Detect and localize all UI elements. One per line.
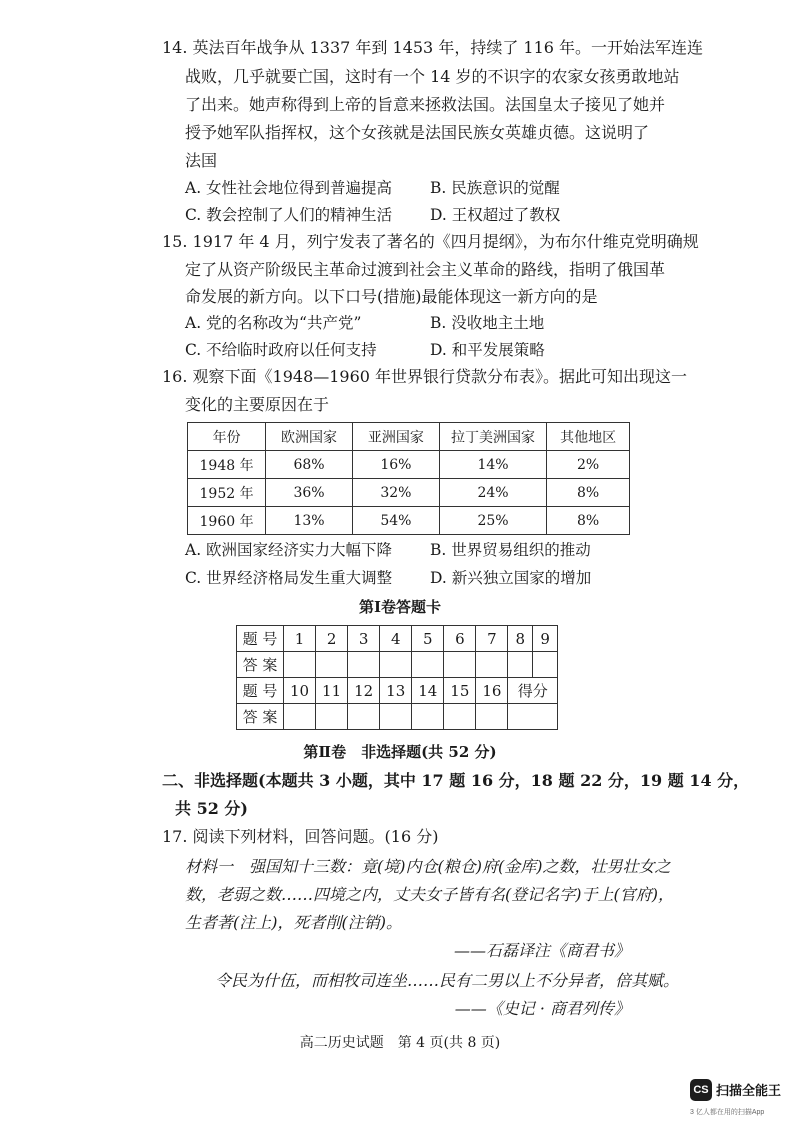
question-number: 2 — [316, 626, 348, 652]
question-number: 1 — [284, 626, 316, 652]
question-number: 6 — [444, 626, 476, 652]
answer-cell[interactable] — [380, 652, 412, 678]
table-cell: 1960 年 — [188, 507, 266, 535]
table-header-cell: 其他地区 — [547, 423, 630, 451]
q17-quote-2: 令民为什伍，而相牧司连坐……民有二男以上不分异者，倍其赋。 — [215, 971, 680, 990]
answer-cell[interactable] — [316, 704, 348, 730]
answer-cell[interactable] — [348, 704, 380, 730]
score-cell[interactable] — [508, 704, 558, 730]
q14-line-4: 授予她军队指挥权，这个女孩就是法国民族女英雄贞德。这说明了 — [185, 123, 650, 142]
q15-option-c: C. 不给临时政府以任何支持 — [185, 341, 377, 359]
answer-cell[interactable] — [444, 652, 476, 678]
q15-option-d: D. 和平发展策略 — [430, 341, 545, 359]
question-number: 4 — [380, 626, 412, 652]
table-cell: 2% — [547, 451, 630, 479]
answer-cell[interactable] — [508, 652, 533, 678]
q17-heading: 17. 阅读下列材料，回答问题。(16 分) — [162, 827, 439, 846]
table-cell: 36% — [266, 479, 353, 507]
q14-option-a: A. 女性社会地位得到普遍提高 — [185, 179, 393, 197]
answer-card-table — [236, 625, 558, 730]
table-header-cell: 拉丁美洲国家 — [439, 423, 546, 451]
section2-line-1: 二、非选择题(本题共 3 小题，其中 17 题 16 分，18 题 22 分，19 题 14 分， — [162, 771, 750, 790]
camscanner-logo-icon: CS — [690, 1079, 712, 1101]
table-cell: 25% — [439, 507, 546, 535]
answer-cell[interactable] — [284, 704, 316, 730]
table-cell: 1948 年 — [188, 451, 266, 479]
answer-cell[interactable] — [476, 652, 508, 678]
q16-line-2: 变化的主要原因在于 — [185, 395, 330, 414]
table-cell: 1952 年 — [188, 479, 266, 507]
scanner-watermark — [690, 1079, 800, 1129]
q14-option-b: B. 民族意识的觉醒 — [430, 179, 560, 197]
q14-line-3: 了出来。她声称得到上帝的旨意来拯救法国。法国皇太子接见了她并 — [185, 95, 666, 114]
question-number: 5 — [412, 626, 444, 652]
q17-material-line-3: 生者著(注上)，死者削(注销)。 — [185, 913, 402, 932]
table-cell: 54% — [352, 507, 439, 535]
answer-card-answer-row-2 — [237, 704, 558, 730]
table-cell: 16% — [352, 451, 439, 479]
table-cell: 8% — [547, 507, 630, 535]
answer-label: 答 案 — [237, 652, 284, 678]
table-cell: 68% — [266, 451, 353, 479]
table-row — [188, 507, 630, 535]
q14-option-d: D. 王权超过了教权 — [430, 206, 561, 224]
q14-option-c: C. 教会控制了人们的精神生活 — [185, 206, 393, 224]
q16-option-a: A. 欧洲国家经济实力大幅下降 — [185, 541, 393, 559]
q14-line-5: 法国 — [185, 151, 218, 170]
question-number: 12 — [348, 678, 380, 704]
table-cell: 32% — [352, 479, 439, 507]
q17-material-line-2: 数，老弱之数……四境之内，丈夫女子皆有名(登记名字)于上(官府)， — [185, 885, 674, 904]
answer-cell[interactable] — [444, 704, 476, 730]
answer-cell[interactable] — [412, 652, 444, 678]
question-number: 15 — [444, 678, 476, 704]
answer-card-number-row-2 — [237, 678, 558, 704]
q14-line-2: 战败，几乎就要亡国，这时有一个 14 岁的不识字的农家女孩勇敢地站 — [185, 67, 680, 86]
q14-line-1: 14. 英法百年战争从 1337 年到 1453 年，持续了 116 年。一开始法军连连 — [162, 38, 704, 57]
watermark-tagline: 3 亿人都在用的扫描App — [690, 1109, 765, 1116]
table-header-cell: 欧洲国家 — [266, 423, 353, 451]
question-number: 10 — [284, 678, 316, 704]
number-label: 题 号 — [237, 678, 284, 704]
question-number: 9 — [533, 626, 558, 652]
q15-line-2: 定了从资产阶级民主革命过渡到社会主义革命的路线，指明了俄国革 — [185, 260, 666, 279]
table-cell: 14% — [439, 451, 546, 479]
table-header-cell: 年份 — [188, 423, 266, 451]
answer-card-number-row-1 — [237, 626, 558, 652]
answer-cell[interactable] — [316, 652, 348, 678]
q16-option-b: B. 世界贸易组织的推动 — [430, 541, 591, 559]
loan-distribution-table — [187, 422, 630, 535]
answer-cell[interactable] — [284, 652, 316, 678]
q15-option-a: A. 党的名称改为“共产党” — [185, 314, 362, 332]
answer-cell[interactable] — [533, 652, 558, 678]
table-cell: 8% — [547, 479, 630, 507]
q15-line-1: 15. 1917 年 4 月，列宁发表了著名的《四月提纲》，为布尔什维克党明确规 — [162, 232, 699, 251]
q17-source-2: ——《史记 · 商君列传》 — [454, 999, 630, 1018]
q16-option-c: C. 世界经济格局发生重大调整 — [185, 569, 393, 587]
answer-cell[interactable] — [380, 704, 412, 730]
answer-cell[interactable] — [476, 704, 508, 730]
answer-card-answer-row-1 — [237, 652, 558, 678]
q17-source-1: ——石磊译注《商君书》 — [453, 941, 630, 960]
q15-line-3: 命发展的新方向。以下口号(措施)最能体现这一新方向的是 — [185, 287, 598, 306]
q16-option-d: D. 新兴独立国家的增加 — [430, 569, 592, 587]
page-footer: 高二历史试题 第 4 页(共 8 页) — [299, 1035, 501, 1051]
answer-cell[interactable] — [348, 652, 380, 678]
q17-material-line-1: 材料一 强国知十三数：竟(境)内仓(粮仓)府(金库)之数，壮男壮女之 — [185, 857, 671, 876]
answer-label: 答 案 — [237, 704, 284, 730]
question-number: 7 — [476, 626, 508, 652]
q15-option-b: B. 没收地主土地 — [430, 314, 545, 332]
question-number: 8 — [508, 626, 533, 652]
table-row — [188, 451, 630, 479]
section2-line-2: 共 52 分) — [175, 799, 248, 818]
table-cell: 13% — [266, 507, 353, 535]
question-number: 14 — [412, 678, 444, 704]
table-row — [188, 479, 630, 507]
answer-card-title: 第Ⅰ卷答题卡 — [358, 598, 442, 616]
part2-title: 第Ⅱ卷 非选择题(共 52 分) — [303, 743, 497, 761]
table-header-cell: 亚洲国家 — [352, 423, 439, 451]
table-cell: 24% — [439, 479, 546, 507]
answer-cell[interactable] — [412, 704, 444, 730]
question-number: 16 — [476, 678, 508, 704]
question-number: 13 — [380, 678, 412, 704]
score-label: 得分 — [508, 678, 558, 704]
question-number: 11 — [316, 678, 348, 704]
watermark-app-name: 扫描全能王 — [716, 1083, 782, 1098]
question-number: 3 — [348, 626, 380, 652]
table-header-row — [188, 423, 630, 451]
q16-line-1: 16. 观察下面《1948—1960 年世界银行贷款分布表》。据此可知出现这一 — [162, 367, 688, 386]
number-label: 题 号 — [237, 626, 284, 652]
